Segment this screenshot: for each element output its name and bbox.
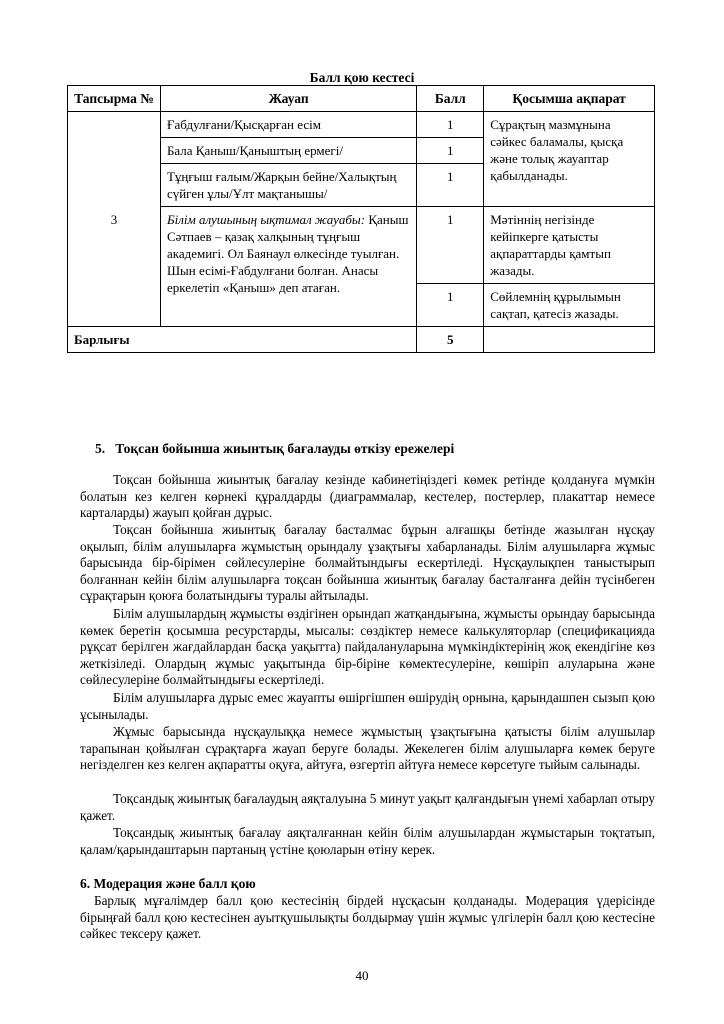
score-cell: 1 bbox=[417, 138, 484, 164]
answer-cell bbox=[160, 207, 416, 327]
total-label: Барлығы bbox=[68, 327, 417, 353]
header-task-number: Тапсырма № bbox=[68, 86, 161, 112]
table-row bbox=[68, 112, 655, 138]
section5-paragraph: Тоқсандық жиынтық бағалау аяқталғаннан кейін білім алушылардан жұмыстарын тоқтатып, қалам/қарындаштарын партаның үстіне қоюларын өтіну керек. bbox=[80, 825, 655, 857]
answer-cell: Тұңғыш ғалым/Жарқын бейне/Халықтың сүйген ұлы/Ұлт мақтанышы/ bbox=[160, 164, 416, 207]
section5-title: Тоқсан бойынша жиынтық бағалауды өткізу ережелері bbox=[115, 441, 455, 456]
score-cell: 1 bbox=[417, 164, 484, 207]
table-header-row bbox=[68, 86, 655, 112]
answer-text: Қаныш Сәтпаев – қазақ халқының тұңғыш академигі. Ол Баянаул өлкесінде туылған. Шын есімі-Ғабдулғани болған. Анасы еркелетіп «Қаныш» деп атаған. bbox=[166, 212, 409, 295]
header-score: Балл bbox=[417, 86, 484, 112]
answer-cell: Бала Қаныш/Қаныштың ермегі/ bbox=[160, 138, 416, 164]
info-cell: Мәтіннің негізінде кейіпкерге қатысты ақпараттарды қамтып жазады. bbox=[484, 207, 655, 284]
total-info-cell bbox=[484, 327, 655, 353]
scoring-table bbox=[67, 85, 655, 353]
section5-paragraph: Тоқсан бойынша жиынтық бағалау кезінде кабинетіңіздегі көмек ретінде қолдануға мүмкін болатын кез келген көрнекі құралдарды (диаграммалар, кестелер, постерлер, плакаттар немесе карталарды) жауып қойған дұрыс. bbox=[80, 472, 655, 521]
task-number-cell: 3 bbox=[68, 112, 161, 327]
score-cell: 1 bbox=[417, 284, 484, 327]
page-number: 40 bbox=[355, 968, 369, 983]
section5-heading bbox=[95, 441, 454, 457]
answer-italic-label: Білім алушының ықтимал жауабы: bbox=[166, 212, 366, 227]
score-cell: 1 bbox=[417, 112, 484, 138]
table-title: Балл қою кестесі bbox=[309, 70, 415, 85]
section5-number: 5. bbox=[95, 441, 106, 456]
score-cell: 1 bbox=[417, 207, 484, 284]
answer-cell: Ғабдулғани/Қысқарған есім bbox=[160, 112, 416, 138]
header-additional-info: Қосымша ақпарат bbox=[484, 86, 655, 112]
info-cell: Сұрақтың мазмұнына сәйкес баламалы, қысқа және толық жауаптар қабылданады. bbox=[484, 112, 655, 207]
section5-paragraph: Білім алушылардың жұмысты өздігінен орындап жатқандығына, жұмысты орындау барысында көмек беретін қосымша ресурстарды, мысалы: сөздіктер немесе калькуляторлар (спецификацияда рұқсат берілген жағдайлардан басқа уақытта) пайдалануларына мүмкіндіктерінің жоқ екендігіне көз жеткізіледі. Олардың жұмыс уақытында бір-біріне көмектесулеріне, көшіріп алуларына және сөйлесулеріне болмайтындығы ескертіледі. bbox=[80, 606, 655, 688]
section6-paragraph: Барлық мұғалімдер балл қою кестесінің бірдей нұсқасын қолданады. Модерация үдерісінде бірыңғай балл қою кестесінен ауытқушылықты болдырмау үшін жұмыс үлгілерін балл қою кестесіне сәйкес тексеру қажет. bbox=[80, 893, 655, 942]
section5-paragraph: Білім алушыларға дұрыс емес жауапты өшіргішпен өшірудің орнына, қарындашпен сызып қою ұсынылады. bbox=[80, 690, 655, 722]
section5-paragraph: Жұмыс барысында нұсқаулыққа немесе жұмыстың ұзақтығына қатысты білім алушылар тарапынан қойылған сұрақтарға жауап беруге болады. Жекелеген білім алушыларға көмек беруге негізделген кез келген ақпаратты оқуға, айтуға, өзгертіп айтуға немесе көрсетуге тыйым салынады. bbox=[80, 724, 655, 773]
total-score: 5 bbox=[417, 327, 484, 353]
table-total-row bbox=[68, 327, 655, 353]
section5-paragraph: Тоқсандық жиынтық бағалаудың аяқталуына 5 минут уақыт қалғандығын үнемі хабарлап отыру қажет. bbox=[80, 791, 655, 823]
section6-heading: 6. Модерация және балл қою bbox=[80, 876, 256, 891]
header-answer: Жауап bbox=[160, 86, 416, 112]
info-cell: Сөйлемнің құрылымын сақтап, қатесіз жазады. bbox=[484, 284, 655, 327]
section5-paragraph: Тоқсан бойынша жиынтық бағалау басталмас бұрын алғашқы бетінде жазылған нұсқау оқылып, білім алушыларға жұмыстың орындалу ұзақтығы хабарланады. Білім алушыларға жұмыс барысында бір-бірімен сөйлесулеріне болмайтындығы ескертіледі. Нұсқаулықпен таныстырып болғаннан кейін білім алушыларға тоқсан бойынша жиынтық бағалау басталғанға дейін түсінбеген сұрақтарын қоюға болатындығы туралы айтылады. bbox=[80, 522, 655, 604]
